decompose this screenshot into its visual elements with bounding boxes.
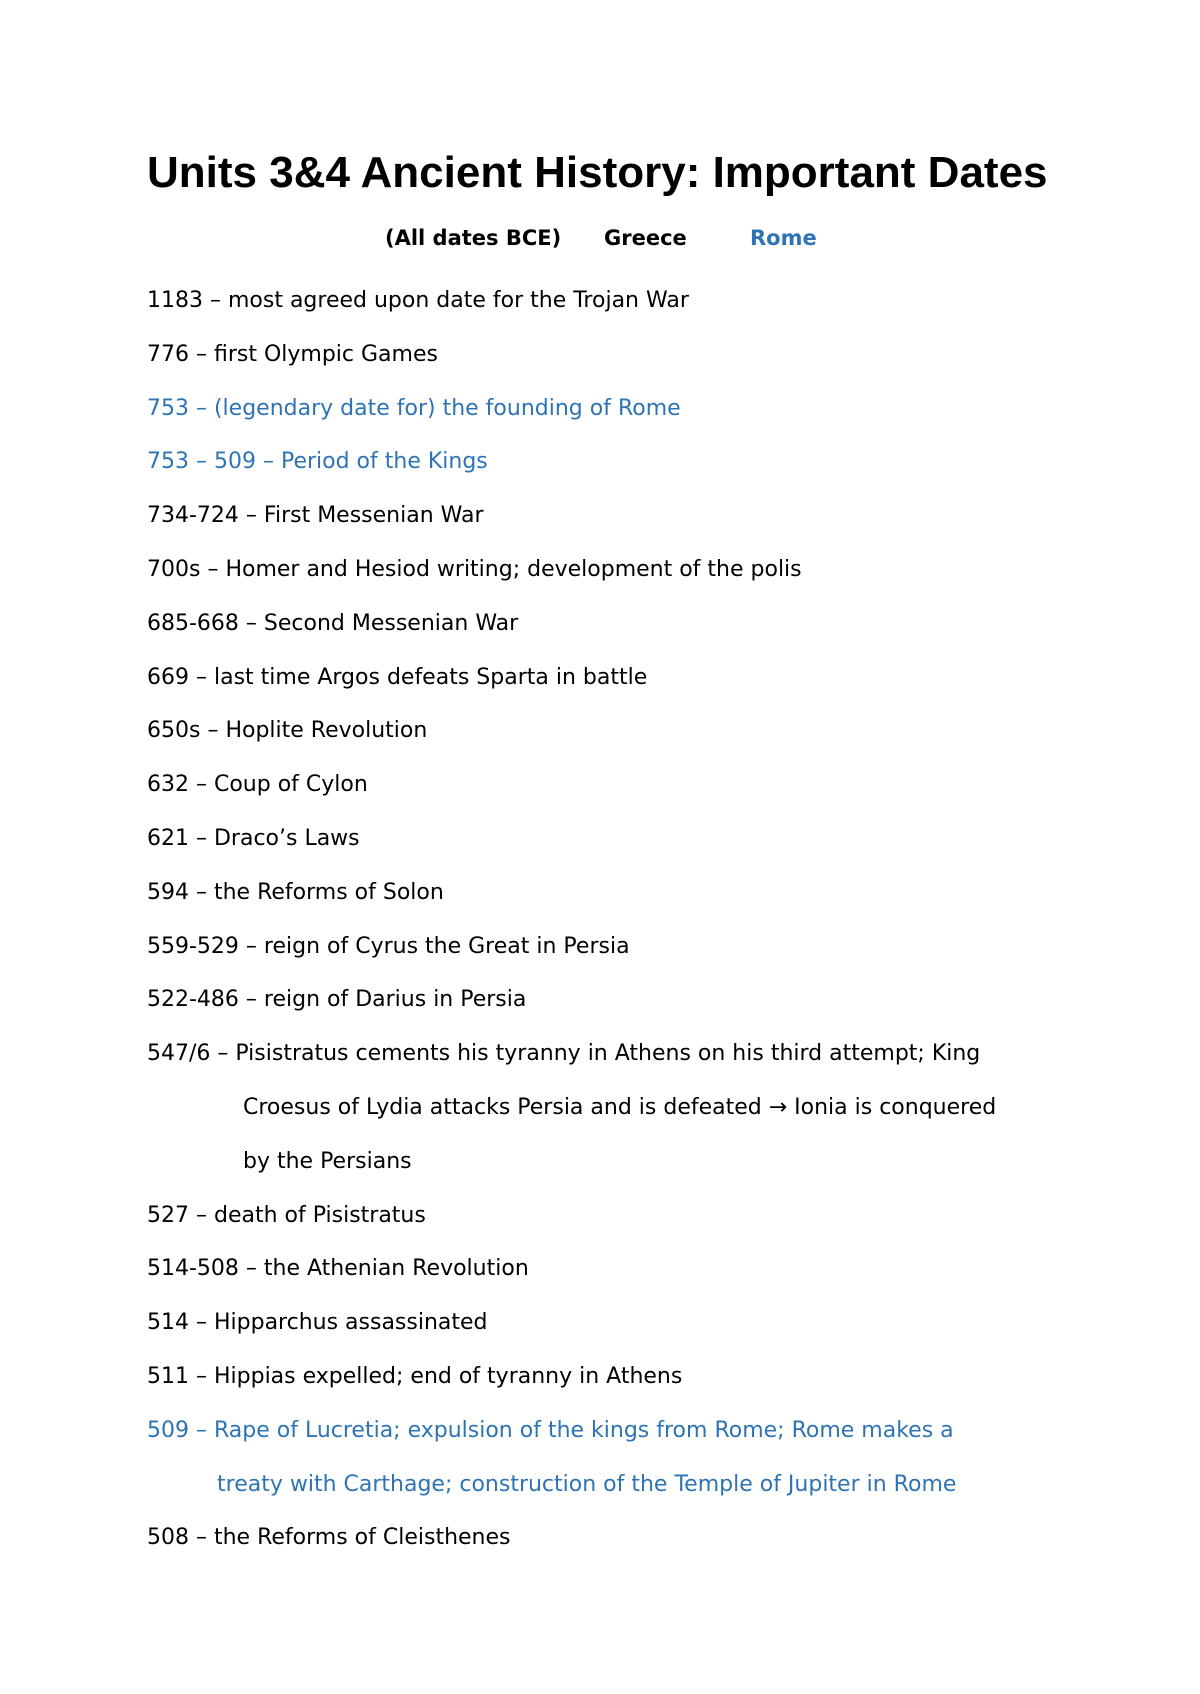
date-entry-greece (147, 973, 1087, 1027)
date-entry-text: 514-508 – the Athenian Revolution (147, 1256, 529, 1282)
date-entry-greece (147, 489, 1087, 543)
date-entry-text: 650s – Hoplite Revolution (147, 718, 428, 744)
date-entry-text: 1183 – most agreed upon date for the Trojan War (147, 288, 689, 313)
legend-rome: Rome (750, 226, 817, 250)
date-entry-greece (147, 543, 1087, 597)
date-entry-greece (147, 274, 1087, 328)
date-entry-greece (147, 758, 1087, 812)
date-entry-text: 522-486 – reign of Darius in Persia (147, 987, 527, 1013)
date-entry-greece (147, 704, 1087, 758)
date-entry-text: 511 – Hippias expelled; end of tyranny in Athens (147, 1363, 683, 1389)
date-entry-greece (147, 328, 1087, 382)
date-entry-text: 547/6 – Pisistratus cements his tyranny in Athens on his third attempt; King (147, 1041, 981, 1067)
date-entry-text: 669 – last time Argos defeats Sparta in battle (147, 664, 648, 690)
legend-greece: Greece (604, 226, 687, 250)
date-entry-greece (147, 1027, 1087, 1188)
date-entry-text: 685-668 – Second Messenian War (147, 610, 519, 636)
date-entry-text: 594 – the Reforms of Solon (147, 879, 444, 905)
date-entry-text: 734-724 – First Messenian War (147, 503, 484, 529)
date-entry-greece (147, 651, 1087, 705)
date-entry-continuation: by the Persians (243, 1148, 412, 1174)
date-entry-greece (147, 1189, 1087, 1243)
date-entry-text: 509 – Rape of Lucretia; expulsion of the kings from Rome; Rome makes a (147, 1417, 954, 1443)
date-entry-greece (147, 866, 1087, 920)
date-entry-text: 776 – first Olympic Games (147, 341, 438, 367)
date-entry-greece (147, 597, 1087, 651)
legend-all-dates-bce: (All dates BCE) (385, 226, 562, 250)
date-list (147, 274, 1087, 1565)
date-entry-rome (147, 435, 1087, 489)
date-entry-continuation: Croesus of Lydia attacks Persia and is defeated → Ionia is conquered (243, 1094, 997, 1120)
date-entry-greece (147, 920, 1087, 974)
date-entry-greece (147, 1350, 1087, 1404)
date-entry-text: 632 – Coup of Cylon (147, 772, 368, 798)
date-entry-continuation: treaty with Carthage; construction of the Temple of Jupiter in Rome (217, 1471, 957, 1497)
date-entry-greece (147, 1511, 1087, 1565)
date-entry-text: 753 – 509 – Period of the Kings (147, 449, 488, 475)
date-entry-text: 621 – Draco’s Laws (147, 825, 360, 851)
date-entry-greece (147, 1296, 1087, 1350)
date-entry-rome (147, 1404, 1087, 1512)
color-legend (0, 222, 1200, 254)
date-entry-text: 514 – Hipparchus assassinated (147, 1310, 488, 1336)
date-entry-text: 753 – (legendary date for) the founding of Rome (147, 395, 681, 421)
date-entry-text: 700s – Homer and Hesiod writing; development of the polis (147, 556, 802, 582)
date-entry-rome (147, 382, 1087, 436)
date-entry-greece (147, 1242, 1087, 1296)
date-entry-greece (147, 812, 1087, 866)
page-title: Units 3&4 Ancient History: Important Dates (147, 148, 1048, 197)
date-entry-text: 527 – death of Pisistratus (147, 1202, 426, 1228)
date-entry-text: 508 – the Reforms of Cleisthenes (147, 1525, 511, 1551)
date-entry-text: 559-529 – reign of Cyrus the Great in Persia (147, 933, 630, 959)
